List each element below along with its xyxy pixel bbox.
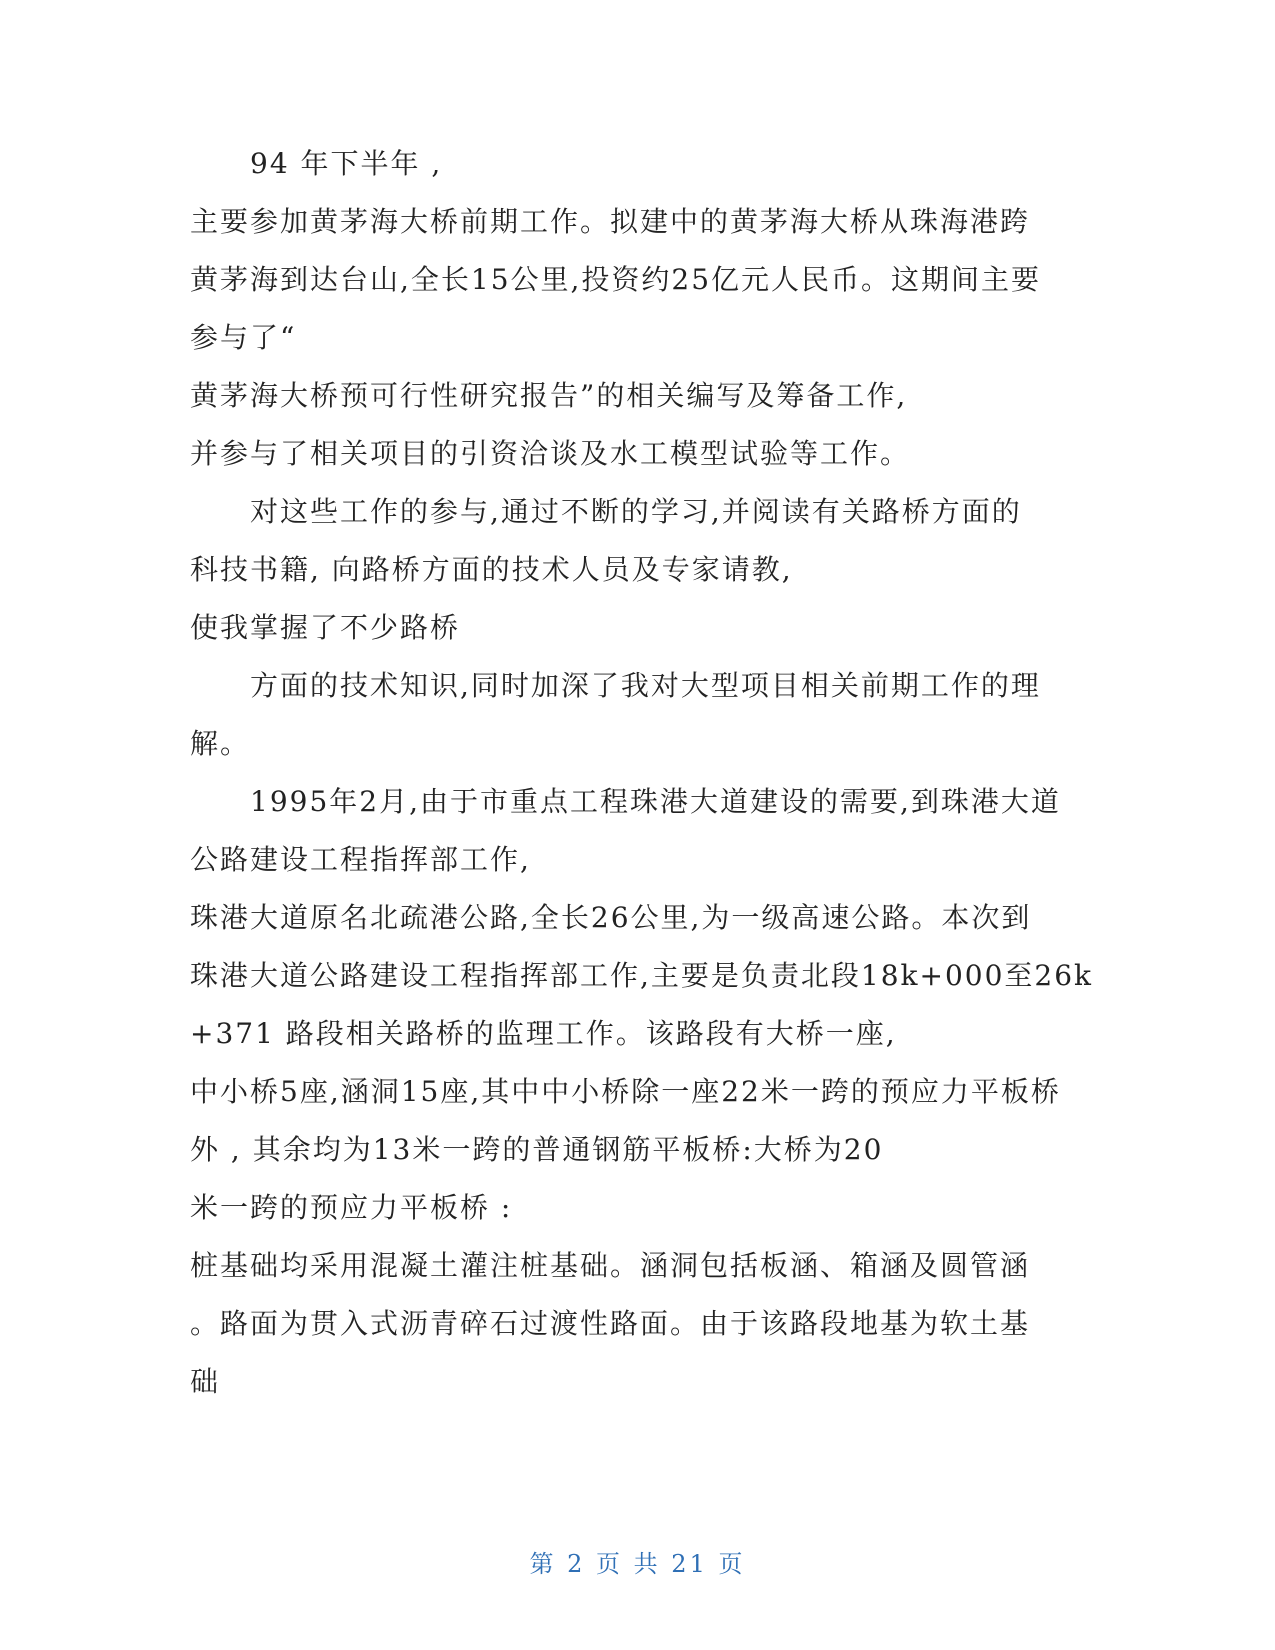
page-number: 第 2 页 共 21 页: [529, 1550, 746, 1578]
text-line: 外 , 其余均为13米一跨的普通钢筋平板桥:大桥为20: [190, 1133, 884, 1166]
text-line: 中小桥5座,涵洞15座,其中中小桥除一座22米一跨的预应力平板桥: [190, 1075, 1061, 1108]
text-line: 公路建设工程指挥部工作,: [190, 843, 531, 876]
text-line: 使我掌握了不少路桥: [190, 611, 461, 644]
text-line: 对这些工作的参与,通过不断的学习,并阅读有关路桥方面的: [250, 495, 1022, 528]
text-line: 并参与了相关项目的引资洽谈及水工模型试验等工作。: [190, 437, 911, 470]
text-line: 主要参加黄茅海大桥前期工作。拟建中的黄茅海大桥从珠海港跨: [190, 205, 1031, 238]
text-line: 94 年下半年 ,: [250, 147, 443, 180]
text-line: 黄茅海到达台山,全长15公里,投资约25亿元人民币。这期间主要: [190, 263, 1042, 296]
text-line: 参与了“: [190, 321, 297, 354]
text-line: 黄茅海大桥预可行性研究报告”的相关编写及筹备工作,: [190, 379, 908, 412]
text-line: 础: [190, 1365, 221, 1398]
text-line: 米一跨的预应力平板桥 :: [190, 1191, 513, 1224]
text-line: 解。: [190, 727, 251, 760]
text-line: 科技书籍, 向路桥方面的技术人员及专家请教,: [190, 553, 793, 586]
text-line: +371 路段相关路桥的监理工作。该路段有大桥一座,: [190, 1017, 897, 1050]
text-line: 1995年2月,由于市重点工程珠港大道建设的需要,到珠港大道: [250, 785, 1061, 818]
text-line: 方面的技术知识,同时加深了我对大型项目相关前期工作的理: [250, 669, 1041, 702]
text-line: 珠港大道原名北疏港公路,全长26公里,为一级高速公路。本次到: [190, 901, 1032, 934]
text-line: 。路面为贯入式沥青碎石过渡性路面。由于该路段地基为软土基: [190, 1307, 1031, 1340]
text-line: 珠港大道公路建设工程指挥部工作,主要是负责北段18k+000至26k: [190, 959, 1093, 992]
text-line: 桩基础均采用混凝土灌注桩基础。涵洞包括板涵、箱涵及圆管涵: [190, 1249, 1031, 1282]
